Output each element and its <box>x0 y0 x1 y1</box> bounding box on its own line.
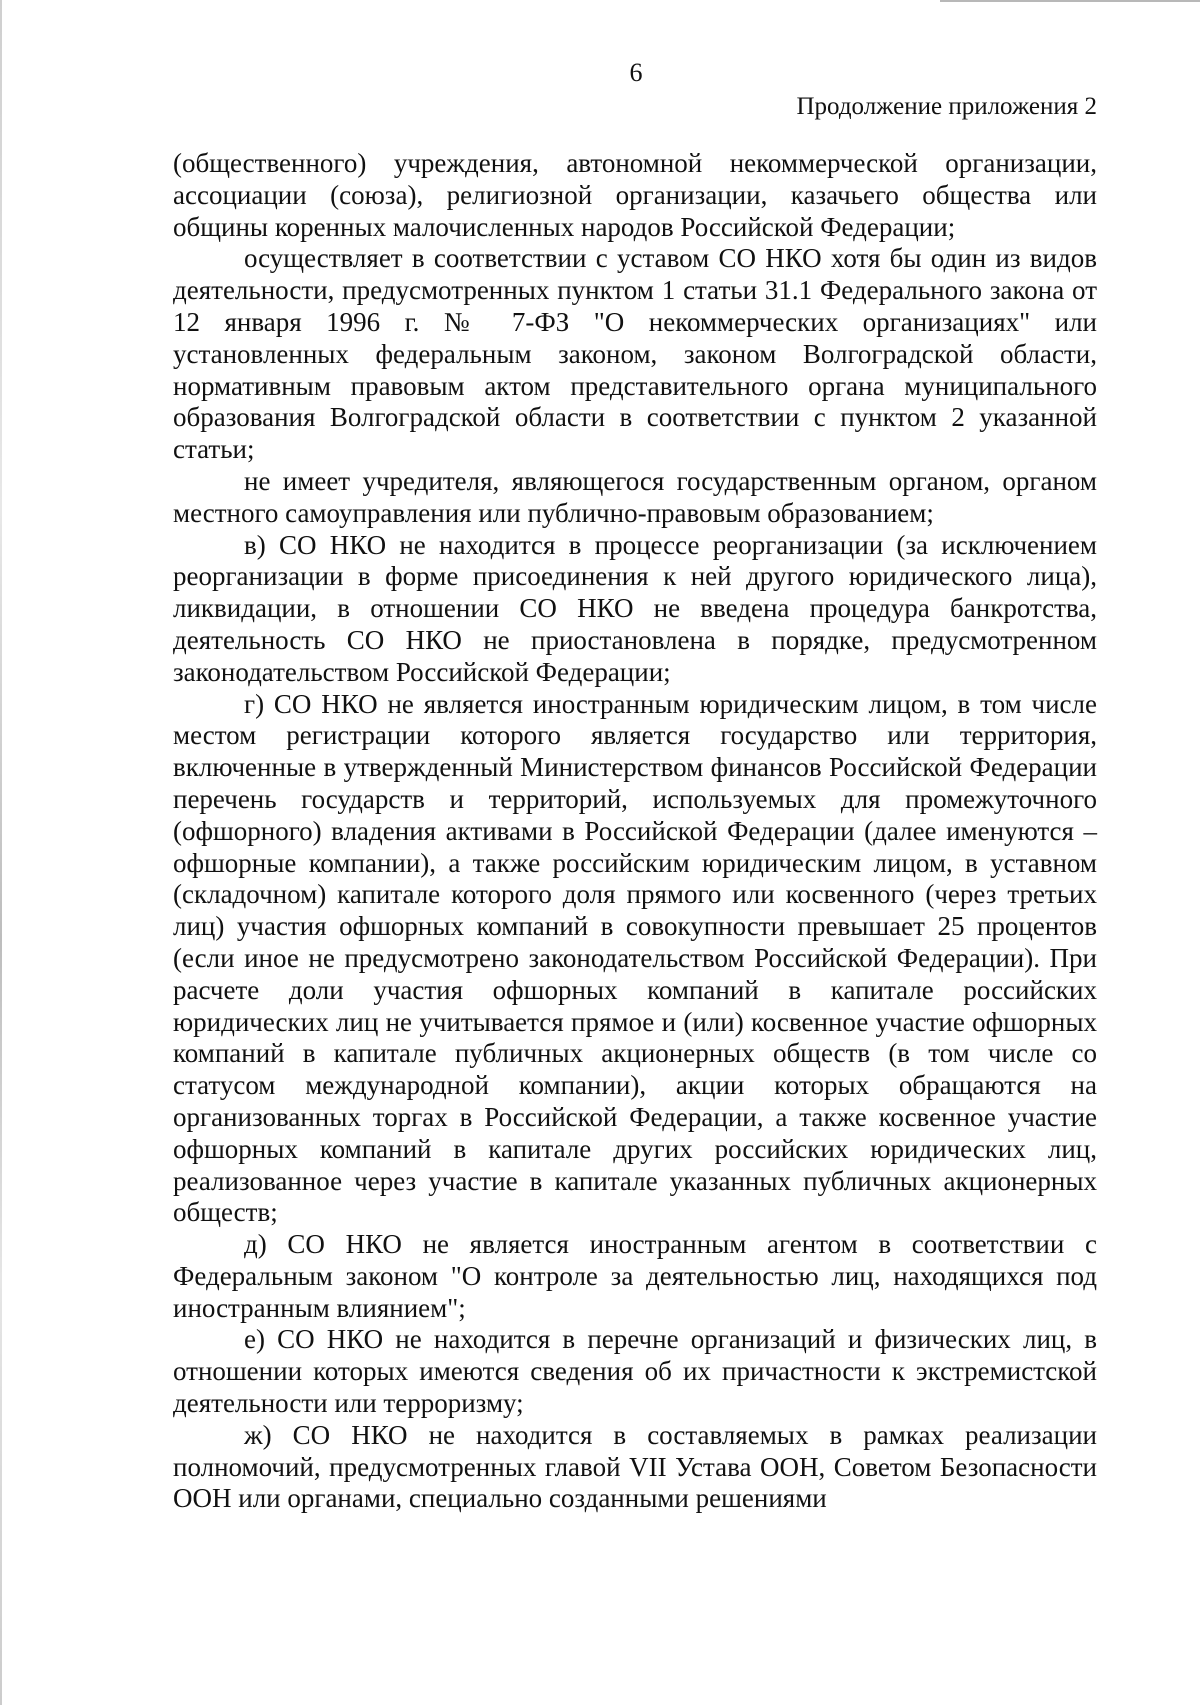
paragraph-item-zh: ж) СО НКО не находится в составляемых в рамках реализации полномочий, предусмотренных главой VII Устава ООН, Советом Безопасности ООН или органами, специально созданными решениями <box>173 1419 1097 1514</box>
page-number: 6 <box>629 58 643 87</box>
scan-top-edge <box>940 0 1200 2</box>
paragraph-continuation: (общественного) учреждения, автономной некоммерческой организации, ассоциации (союза), религиозной организации, казачьего общества или общины коренных малочисленных народов Российской Федерации; <box>173 148 1097 242</box>
paragraph-item-g: г) СО НКО не является иностранным юридическим лицом, в том числе местом регистрации которого является государство или территория, включенные в утвержденный Министерством финансов Российской Федерации перечень государств и территорий, используемых для промежуточного (офшорного) владения активами в Российской Федерации (далее именуются – офшорные компании), а также российским юридическим лицом, в уставном (складочном) капитале которого доля прямого или косвенного (через третьих лиц) участия офшорных компаний в совокупности превышает 25 процентов (если иное не предусмотрено законодательством Российской Федерации). При расчете доли участия офшорных компаний в капитале российских юридических лиц не учитывается прямое и (или) косвенное участие офшорных компаний в капитале публичных акционерных обществ (в том числе со статусом международной компании), акции которых обращаются на организованных торгах в Российской Федерации, а также косвенное участие офшорных компаний в капитале других российских юридических лиц, реализованное через участие в капитале указанных публичных акционерных обществ; <box>173 688 1097 1228</box>
running-title: Продолжение приложения 2 <box>796 93 1097 120</box>
paragraph-activity: осуществляет в соответствии с уставом СО НКО хотя бы один из видов деятельности, предусмотренных пунктом 1 статьи 31.1 Федерального закона от 12 января 1996 г. № 7-ФЗ "О некоммерческих организациях" или установленных федеральным законом, законом Волгоградской области, нормативным правовым актом представительного органа муниципального образования Волгоградской области в соответствии с пунктом 2 указанной статьи; <box>173 243 1097 465</box>
paragraph-founder: не имеет учредителя, являющегося государственным органом, органом местного самоуправления или публично-правовым образованием; <box>173 465 1097 528</box>
paragraph-item-d: д) СО НКО не является иностранным агентом в соответствии с Федеральным законом "О контроле за деятельностью лиц, находящихся под иностранным влиянием"; <box>173 1229 1097 1323</box>
paragraph-item-v: в) СО НКО не находится в процессе реорганизации (за исключением реорганизации в форме присоединения к ней другого юридического лица), ликвидации, в отношении СО НКО не введена процедура банкротства, деятельность СО НКО не приостановлена в порядке, предусмотренном законодательством Российской Федерации; <box>173 529 1097 687</box>
scan-left-edge <box>0 0 2 1705</box>
paragraph-item-e: е) СО НКО не находится в перечне организаций и физических лиц, в отношении которых имеются сведения об их причастности к экстремистской деятельности или терроризму; <box>173 1324 1097 1419</box>
document-body <box>173 148 1097 1515</box>
